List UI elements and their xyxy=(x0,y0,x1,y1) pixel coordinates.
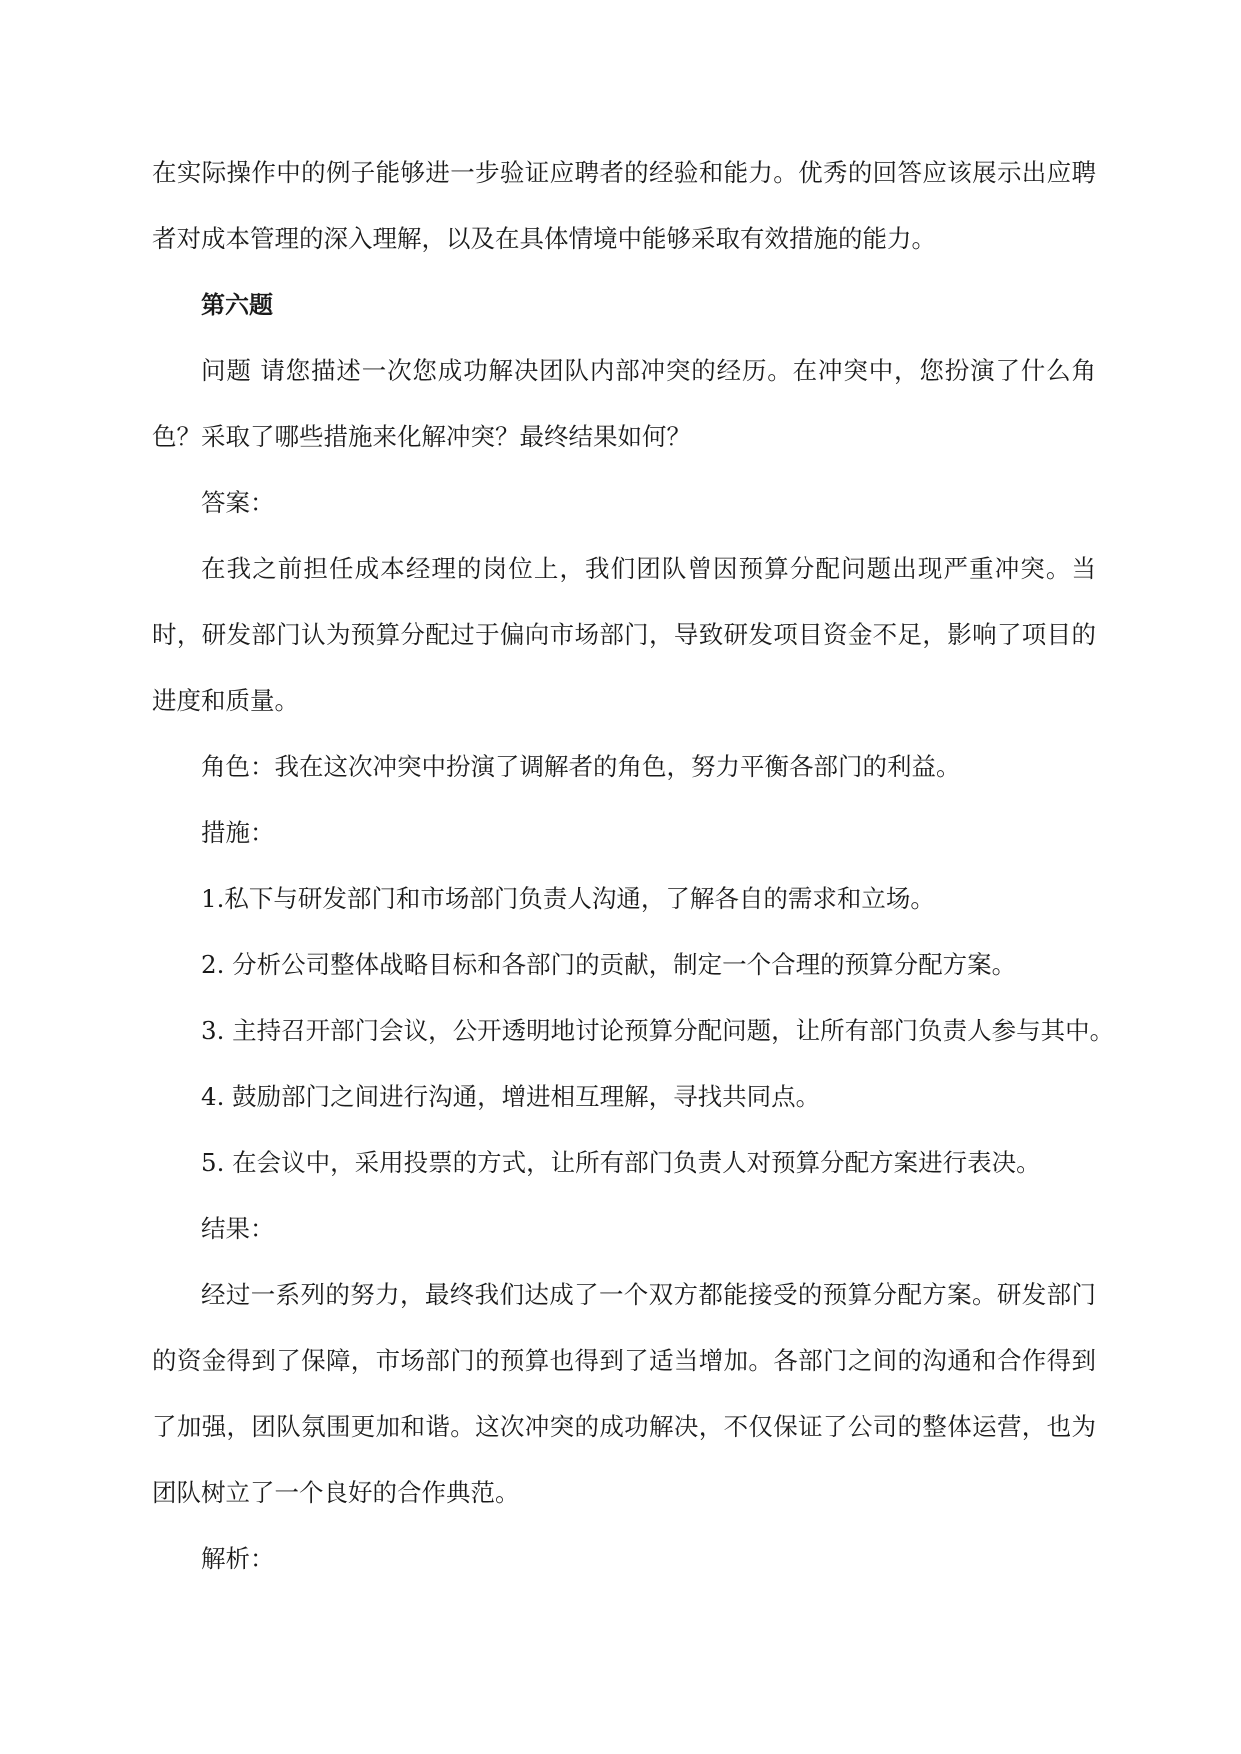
role-paragraph: 角色：我在这次冲突中扮演了调解者的角色，努力平衡各部门的利益。 xyxy=(201,752,961,781)
continued-paragraph: 在实际操作中的例子能够进一步验证应聘者的经验和能力。优秀的回答应该展示出应聘者对成本管理的深入理解，以及在具体情境中能够采取有效措施的能力。 xyxy=(152,158,1096,253)
question-text: 问题 请您描述一次您成功解决团队内部冲突的经历。在冲突中，您扮演了什么角色？采取了哪些措施来化解冲突？最终结果如何？ xyxy=(152,356,1096,451)
background-paragraph: 在我之前担任成本经理的岗位上，我们团队曾因预算分配问题出现严重冲突。当时，研发部门认为预算分配过于偏向市场部门，导致研发项目资金不足，影响了项目的进度和质量。 xyxy=(152,554,1096,715)
measure-item: 2. 分析公司整体战略目标和各部门的贡献，制定一个合理的预算分配方案。 xyxy=(201,950,1017,979)
answer-label: 答案： xyxy=(201,488,275,517)
result-paragraph: 经过一系列的努力，最终我们达成了一个双方都能接受的预算分配方案。研发部门的资金得到了保障，市场部门的预算也得到了适当增加。各部门之间的沟通和合作得到了加强，团队氛围更加和谐。这次冲突的成功解决，不仅保证了公司的整体运营，也为团队树立了一个良好的合作典范。 xyxy=(152,1280,1096,1507)
measure-item: 1.私下与研发部门和市场部门负责人沟通，了解各自的需求和立场。 xyxy=(201,884,935,913)
measure-item: 4. 鼓励部门之间进行沟通，增进相互理解，寻找共同点。 xyxy=(201,1082,821,1111)
question-heading: 第六题 xyxy=(201,291,273,319)
measure-item: 3. 主持召开部门会议，公开透明地讨论预算分配问题，让所有部门负责人参与其中。 xyxy=(201,1016,1115,1045)
measure-item: 5. 在会议中，采用投票的方式，让所有部门负责人对预算分配方案进行表决。 xyxy=(201,1148,1041,1177)
result-label: 结果： xyxy=(201,1214,275,1243)
analysis-label: 解析： xyxy=(201,1544,275,1573)
document-body xyxy=(152,140,1115,1592)
measures-label: 措施： xyxy=(201,818,275,847)
